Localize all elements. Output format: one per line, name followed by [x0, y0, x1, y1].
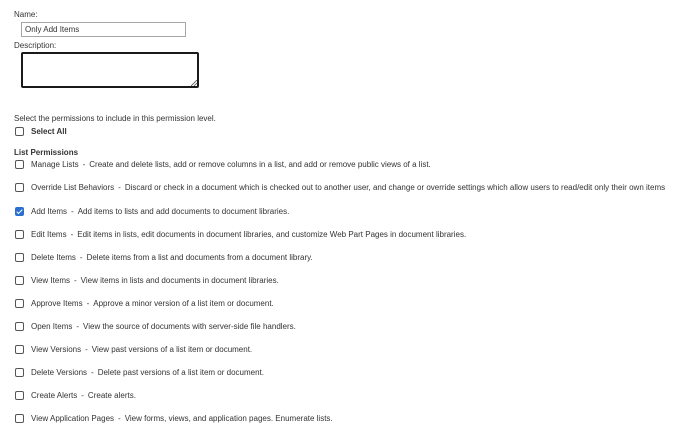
- permission-row[interactable]: [15, 181, 665, 193]
- permission-checkbox[interactable]: [15, 299, 24, 308]
- permission-row[interactable]: [15, 274, 279, 286]
- permission-separator: -: [81, 390, 84, 400]
- permission-description: View past versions of a list item or document.: [91, 344, 253, 354]
- permission-description: View the source of documents with server-side file handlers.: [83, 321, 296, 331]
- permission-description: Approve a minor version of a list item or document.: [93, 298, 274, 308]
- permission-separator: -: [73, 275, 77, 285]
- permission-name: Delete Items: [31, 252, 76, 262]
- permission-row[interactable]: [15, 158, 431, 170]
- permission-checkbox[interactable]: [15, 276, 24, 285]
- permission-description: Delete items from a list and documents from a document library.: [86, 252, 313, 262]
- select-all-checkbox[interactable]: [15, 127, 24, 136]
- permission-description: Delete past versions of a list item or document.: [97, 367, 264, 377]
- permission-row[interactable]: [15, 320, 296, 332]
- permission-checkbox[interactable]: [15, 414, 24, 423]
- permission-separator: -: [76, 321, 80, 331]
- permission-description: View forms, views, and application pages. Enumerate lists.: [124, 413, 333, 423]
- permission-name: Delete Versions: [31, 367, 88, 377]
- permission-checkbox[interactable]: [15, 230, 24, 239]
- permission-row[interactable]: [15, 251, 313, 263]
- permission-row[interactable]: [15, 205, 289, 217]
- permission-name: Add Items: [31, 206, 68, 216]
- permission-name: Create Alerts: [31, 390, 78, 400]
- permission-checkbox[interactable]: [15, 368, 24, 377]
- permission-row[interactable]: [15, 228, 466, 240]
- section-heading: List Permissions: [14, 148, 79, 157]
- select-all-row[interactable]: [15, 125, 67, 137]
- permission-checkbox[interactable]: [15, 183, 24, 192]
- description-textarea[interactable]: [21, 52, 199, 88]
- permission-separator: -: [118, 413, 121, 423]
- description-label: Description:: [14, 41, 57, 50]
- permission-description: View items in lists and documents in document libraries.: [80, 275, 279, 285]
- permission-description: Add items to lists and add documents to document libraries.: [77, 206, 290, 216]
- permission-description: Create and delete lists, add or remove columns in a list, and add or remove public views of a list.: [89, 159, 431, 169]
- permission-description: Discard or check in a document which is checked out to another user, and change or override settings which allow users to read/edit only their own items: [124, 182, 666, 192]
- permission-row[interactable]: [15, 343, 252, 355]
- permission-checkbox[interactable]: [15, 322, 24, 331]
- permission-name: Approve Items: [31, 298, 83, 308]
- permission-name: Open Items: [31, 321, 73, 331]
- name-input[interactable]: [21, 22, 186, 37]
- permission-separator: -: [118, 182, 121, 192]
- permission-checkbox[interactable]: [15, 160, 24, 169]
- permission-name: View Versions: [31, 344, 82, 354]
- permission-checkbox[interactable]: [15, 345, 24, 354]
- resize-grip-icon[interactable]: [191, 80, 197, 86]
- select-instruction: Select the permissions to include in this permission level.: [14, 114, 216, 123]
- permission-separator: -: [85, 344, 88, 354]
- permission-name: View Items: [31, 275, 70, 285]
- permission-separator: -: [79, 252, 83, 262]
- permission-separator: -: [86, 298, 90, 308]
- permission-name: Override List Behaviors: [31, 182, 115, 192]
- permission-separator: -: [82, 159, 86, 169]
- permission-description: Edit items in lists, edit documents in document libraries, and customize Web Part Pages in document libraries.: [77, 229, 467, 239]
- permission-separator: -: [91, 367, 94, 377]
- permission-description: Create alerts.: [87, 390, 136, 400]
- permission-separator: -: [70, 229, 74, 239]
- permission-name: Manage Lists: [31, 159, 79, 169]
- permission-checkbox[interactable]: [15, 391, 24, 400]
- permission-separator: -: [71, 206, 74, 216]
- permission-row[interactable]: [15, 366, 264, 378]
- permission-row[interactable]: [15, 297, 274, 309]
- permission-name: View Application Pages: [31, 413, 115, 423]
- permission-name: Edit Items: [31, 229, 67, 239]
- permission-row[interactable]: [15, 389, 136, 401]
- permission-row[interactable]: [15, 412, 333, 424]
- permission-checkbox[interactable]: [15, 207, 24, 216]
- select-all-label: Select All: [31, 126, 67, 136]
- permission-checkbox[interactable]: [15, 253, 24, 262]
- name-label: Name:: [14, 10, 38, 19]
